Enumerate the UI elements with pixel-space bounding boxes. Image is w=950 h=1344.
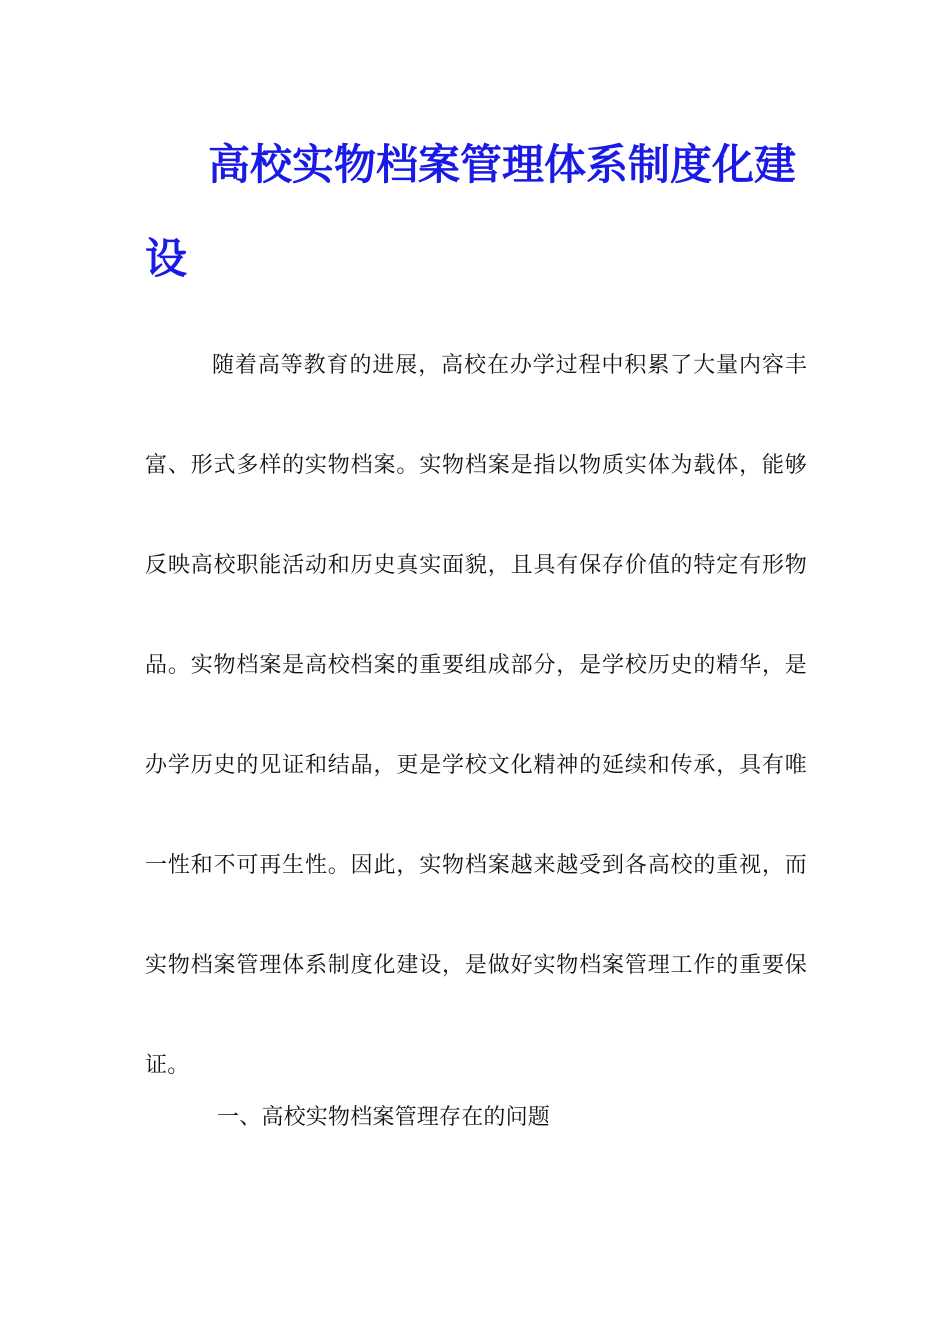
section-heading: 一、高校实物档案管理存在的问题 — [217, 1105, 551, 1130]
intro-paragraph: 随着高等教育的进展，高校在办学过程中积累了大量内容丰富、形式多样的实物档案。实物档案是指以物质实体为载体，能够反映高校职能活动和历史真实面貌，且具有保存价值的特定有形物品。实物档案是高校档案的重要组成部分，是学校历史的精华，是办学历史的见证和结晶，更是学校文化精神的延续和传承，具有唯一性和不可再生性。因此，实物档案越来越受到各高校的重视，而实物档案管理体系制度化建设，是做好实物档案管理工作的重要保证。 — [145, 353, 807, 1078]
document-title: 高校实物档案管理体系制度化建设 — [145, 140, 797, 283]
